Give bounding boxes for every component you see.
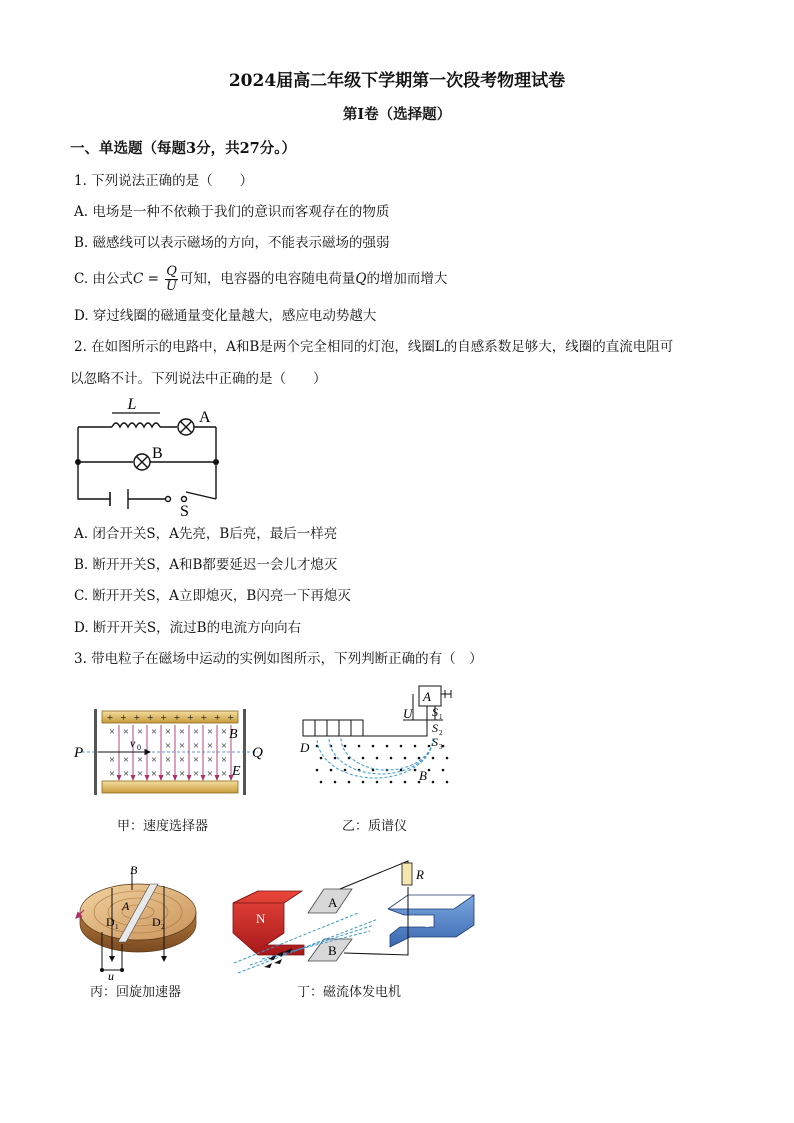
field-dot — [414, 745, 417, 748]
plate-charge-plus: + — [227, 712, 234, 724]
q3-fig1-field-arrows — [117, 725, 234, 781]
field-dot — [344, 745, 347, 748]
field-cross: × — [108, 726, 116, 738]
q3-fig2-label-s1: S — [432, 705, 438, 719]
field-dot — [362, 757, 365, 760]
q3-fig4-label-r: R — [416, 867, 424, 882]
q1-option-c-end: 的增加而增大 — [366, 271, 448, 287]
field-dot — [320, 757, 323, 760]
q1-option-a: A. 电场是一种不依赖于我们的意识而客观存在的物质 — [74, 204, 390, 220]
field-arrowhead — [215, 775, 220, 781]
q3-fig1-caption: 甲：速度选择器 — [117, 819, 209, 834]
field-cross: × — [178, 740, 186, 752]
q3-fig1-label-b: B — [229, 727, 238, 742]
field-dot — [334, 781, 337, 784]
plate-charge-plus: + — [200, 712, 207, 724]
field-dot — [376, 781, 379, 784]
field-cross: × — [122, 754, 130, 766]
field-cross: × — [108, 754, 116, 766]
plate-charge-plus: + — [106, 712, 114, 724]
field-dot — [446, 781, 449, 784]
q3-fig2-label-s3: S — [432, 735, 438, 749]
q1-c-variable: C — [132, 271, 144, 287]
q1-option-d: D. 穿过线圈的磁通量变化量越大，感应电动势越大 — [74, 308, 377, 324]
field-dot — [330, 769, 333, 772]
q2-label-lamp-a: A — [199, 409, 211, 426]
q3-fig3-label-d1: D — [106, 915, 115, 929]
plate-charge-plus: + — [120, 712, 127, 724]
field-cross: × — [122, 726, 130, 738]
field-dot — [320, 781, 323, 784]
field-dot — [404, 757, 407, 760]
q3-fig2-caption: 乙：质谱仪 — [342, 819, 408, 834]
q3-fig4-label-a: A — [328, 895, 338, 910]
field-cross: × — [178, 768, 186, 780]
q2-circuit-diagram — [60, 395, 240, 520]
field-cross: × — [136, 726, 144, 738]
field-cross: × — [178, 726, 186, 738]
q3-fig2-label-u: U — [403, 706, 413, 721]
field-cross: × — [220, 726, 228, 738]
q3-fig4-caption: 丁：磁流体发电机 — [297, 985, 402, 1000]
field-dot — [404, 781, 407, 784]
field-dot — [334, 757, 337, 760]
q3-fig3-label-d2-sub: 2 — [161, 923, 165, 931]
field-dot — [372, 769, 375, 772]
q3-fig2-label-s1-sub: 1 — [439, 713, 443, 721]
q3-fig3-label-u: u — [108, 969, 114, 983]
section-heading-single-choice: 一、单选题（每题3分，共27分。） — [70, 140, 297, 157]
field-cross: × — [206, 754, 214, 766]
field-cross: × — [206, 740, 214, 752]
q2-label-inductor: L — [127, 396, 137, 413]
field-arrowhead — [145, 775, 150, 781]
field-dot — [432, 781, 435, 784]
field-cross: × — [122, 768, 130, 780]
q2-option-a: A. 闭合开关S，A先亮，B后亮，最后一样亮 — [74, 526, 338, 542]
field-dot — [362, 781, 365, 784]
field-arrowhead — [117, 775, 122, 781]
field-dot — [390, 757, 393, 760]
field-cross: × — [220, 754, 228, 766]
field-cross: × — [136, 754, 144, 766]
field-dot — [446, 757, 449, 760]
q2-option-b: B. 断开开关S，A和B都要延迟一会儿才熄灭 — [74, 557, 338, 573]
q3-velocity-selector-figure — [72, 705, 272, 805]
q1-c-denominator: U — [166, 279, 177, 294]
field-dot — [418, 757, 421, 760]
field-dot — [372, 745, 375, 748]
field-cross: × — [192, 754, 200, 766]
plate-charge-plus: + — [160, 712, 167, 724]
q1-option-b: B. 磁感线可以表示磁场的方向，不能表示磁场的强弱 — [74, 235, 390, 251]
q2-label-switch: S — [180, 503, 189, 520]
plate-charge-plus: + — [147, 712, 154, 724]
plate-charge-plus: + — [173, 712, 181, 724]
field-cross: × — [192, 768, 200, 780]
q3-fig1-field-crosses — [109, 726, 227, 780]
q1-stem: 1. 下列说法正确的是（ ） — [74, 173, 254, 189]
q2-option-c: C. 断开开关S，A立即熄灭，B闪亮一下再熄灭 — [74, 588, 351, 604]
q3-fig2-label-s2-sub: 2 — [439, 729, 443, 737]
q3-cyclotron-figure — [72, 860, 212, 983]
field-dot — [358, 745, 361, 748]
q3-fig1-label-v-sub: 0 — [137, 743, 141, 752]
q3-fig1-label-e: E — [232, 764, 241, 779]
plate-charge-plus: + — [214, 712, 221, 724]
q1-option-c-suffix: 可知，电容器的电容随电荷量 — [179, 271, 356, 287]
field-cross: × — [108, 768, 116, 780]
field-cross: × — [192, 740, 200, 752]
field-cross: × — [164, 726, 172, 738]
q3-fig3-caption: 丙：回旋加速器 — [90, 985, 182, 1000]
plate-charge-plus: + — [187, 712, 194, 724]
q3-fig2-label-s3-sub: 3 — [439, 743, 443, 751]
q3-mhd-generator-figure — [228, 855, 478, 980]
field-cross: × — [150, 754, 158, 766]
field-dot — [432, 757, 435, 760]
field-cross: × — [150, 768, 158, 780]
field-dot — [348, 781, 351, 784]
field-dot — [428, 769, 431, 772]
field-dot — [316, 769, 319, 772]
field-arrowhead — [187, 775, 192, 781]
field-dot — [400, 745, 403, 748]
q3-fig2-label-a: A — [423, 689, 431, 704]
field-dot — [344, 769, 347, 772]
q3-mass-spectrometer-figure — [295, 680, 475, 790]
field-cross: × — [164, 768, 172, 780]
q1-c-fraction — [165, 265, 178, 294]
field-dot — [442, 769, 445, 772]
field-cross: × — [192, 726, 200, 738]
q3-fig3-label-d1-sub: 1 — [115, 923, 119, 931]
field-cross: × — [150, 726, 158, 738]
q3-fig3-label-a: A — [122, 899, 130, 913]
field-dot — [390, 781, 393, 784]
exam-title: 2024届高二年级下学期第一次段考物理试卷 — [228, 71, 566, 91]
q1-option-c — [74, 261, 447, 297]
q2-stem-line2: 以忽略不计。下列说法中正确的是（ ） — [70, 371, 327, 387]
q3-fig1-label-v: v — [130, 736, 136, 750]
q3-fig4-label-b: B — [328, 943, 337, 958]
field-arrowhead — [173, 775, 178, 781]
q1-c-equals: = — [143, 271, 164, 287]
field-dot — [428, 745, 431, 748]
exam-subtitle: 第Ⅰ卷（选择题） — [342, 106, 452, 123]
q3-fig4-label-n: N — [256, 911, 266, 926]
field-cross: × — [220, 768, 228, 780]
q1-c-variable-q: Q — [355, 271, 367, 287]
field-cross: × — [220, 740, 228, 752]
q2-stem-line1: 2. 在如图所示的电路中，A和B是两个完全相同的灯泡，线圈L的自感系数足够大，线圈的直流电阻可 — [74, 339, 674, 355]
field-arrowhead — [159, 775, 164, 781]
q3-fig1-label-p: P — [74, 745, 84, 761]
q3-fig3-label-d2: D — [152, 915, 161, 929]
q3-fig2-label-d: D — [300, 740, 310, 755]
q3-fig3-label-b: B — [130, 863, 138, 877]
plate-charge-plus: + — [133, 712, 140, 724]
field-dot — [386, 745, 389, 748]
field-cross: × — [164, 740, 172, 752]
field-cross: × — [164, 754, 172, 766]
field-dot — [400, 769, 403, 772]
field-arrowhead — [131, 775, 136, 781]
q3-fig4-label-s: S — [424, 915, 432, 930]
q1-option-c-prefix: C. 由公式 — [74, 271, 133, 287]
q3-fig1-label-q: Q — [252, 745, 263, 761]
q3-stem: 3. 带电粒子在磁场中运动的实例如图所示，下列判断正确的有（ ） — [74, 651, 483, 667]
field-arrowhead — [201, 775, 206, 781]
q2-option-d: D. 断开开关S，流过B的电流方向向右 — [74, 620, 302, 636]
field-cross: × — [178, 754, 186, 766]
q3-fig2-label-b: B — [419, 768, 427, 783]
q1-c-numerator: Q — [166, 264, 177, 279]
field-dot — [414, 769, 417, 772]
q3-fig2-label-s2: S — [432, 721, 438, 735]
field-cross: × — [136, 768, 144, 780]
q2-label-lamp-b: B — [152, 445, 163, 462]
field-dot — [376, 757, 379, 760]
field-cross: × — [206, 768, 214, 780]
field-cross: × — [206, 726, 214, 738]
